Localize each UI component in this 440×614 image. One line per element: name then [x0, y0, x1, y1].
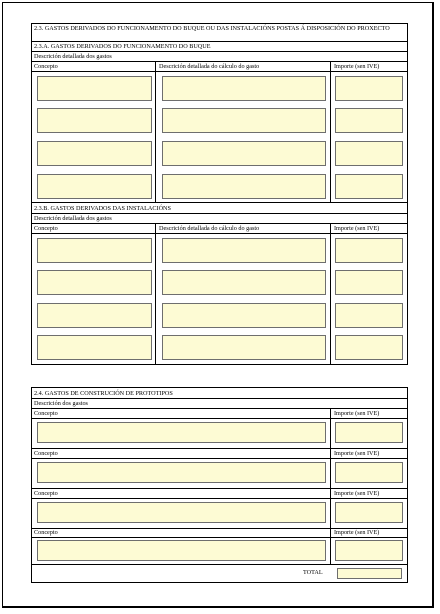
concept-field[interactable]: [37, 76, 152, 101]
amount-field[interactable]: [335, 76, 403, 101]
row-concept-label: Concepto: [34, 490, 58, 497]
concept-field[interactable]: [37, 335, 152, 360]
divider: [32, 408, 407, 409]
col-concept-header: Concepto: [34, 63, 58, 70]
col-divider: [155, 61, 156, 202]
row-amount-label: Importe (sen IVE): [334, 450, 380, 457]
col-divider: [155, 223, 156, 364]
amount-field[interactable]: [335, 462, 403, 483]
divider: [32, 213, 407, 214]
detail-field[interactable]: [162, 335, 326, 360]
row-concept-label: Concepto: [34, 529, 58, 536]
divider: [32, 51, 407, 52]
divider: [32, 418, 407, 419]
amount-field[interactable]: [335, 303, 403, 328]
divider: [32, 537, 407, 538]
divider: [32, 488, 407, 489]
concept-field[interactable]: [37, 174, 152, 199]
col-divider: [330, 528, 331, 564]
row-amount-label: Importe (sen IVE): [334, 410, 380, 417]
amount-field[interactable]: [335, 422, 403, 443]
amount-field[interactable]: [335, 335, 403, 360]
amount-field[interactable]: [335, 270, 403, 295]
section-2-3b-title: 2.3.B. GASTOS DERIVADOS DAS INSTALACIÓNS: [34, 205, 171, 212]
concept-field[interactable]: [37, 141, 152, 166]
col-divider: [330, 448, 331, 488]
concept-field[interactable]: [37, 238, 152, 263]
detail-field[interactable]: [162, 141, 326, 166]
concept-field[interactable]: [37, 422, 326, 443]
col-amount-header: Importe (sen IVE): [334, 63, 380, 70]
concept-field[interactable]: [37, 303, 152, 328]
detail-field[interactable]: [162, 108, 326, 133]
detail-field[interactable]: [162, 76, 326, 101]
detail-field[interactable]: [162, 174, 326, 199]
amount-field[interactable]: [335, 238, 403, 263]
divider: [32, 41, 407, 42]
amount-field[interactable]: [335, 540, 403, 561]
section-2-3a-description-label: Descrición detallada dos gastos: [34, 53, 112, 60]
col-amount-header: Importe (sen IVE): [334, 225, 380, 232]
concept-field[interactable]: [37, 540, 326, 561]
section-2-3-title: 2.3. GASTOS DERIVADOS DO FUNCIONAMENTO DO BUQUE OU DAS INSTALACIÓNS POSTAS Á DISPOSICIÓN DO PROXECTO: [34, 25, 390, 32]
total-label: TOTAL: [303, 569, 323, 576]
detail-field[interactable]: [162, 238, 326, 263]
section-2-3a-title: 2.3.A. GASTOS DERIVADOS DO FUNCIONAMENTO DO BUQUE: [34, 43, 211, 50]
col-detail-header: Descrición detallada do cálculo do gasto: [159, 225, 260, 232]
detail-field[interactable]: [162, 303, 326, 328]
col-divider: [330, 408, 331, 448]
divider: [32, 233, 407, 234]
concept-field[interactable]: [37, 108, 152, 133]
divider: [32, 564, 407, 565]
divider: [32, 61, 407, 62]
concept-field[interactable]: [37, 270, 152, 295]
col-detail-header: Descrición detallada do cálculo do gasto: [159, 63, 260, 70]
divider: [32, 448, 407, 449]
row-amount-label: Importe (sen IVE): [334, 529, 380, 536]
row-amount-label: Importe (sen IVE): [334, 490, 380, 497]
divider: [32, 458, 407, 459]
section-2-4: [31, 387, 408, 583]
divider: [32, 223, 407, 224]
col-divider: [330, 61, 331, 202]
row-concept-label: Concepto: [34, 450, 58, 457]
detail-field[interactable]: [162, 270, 326, 295]
section-2-4-title: 2.4. GASTOS DE CONSTRUCIÓN DE PROTOTIPOS: [34, 390, 173, 397]
amount-field[interactable]: [335, 502, 403, 523]
concept-field[interactable]: [37, 462, 326, 483]
col-divider: [330, 488, 331, 528]
amount-field[interactable]: [335, 174, 403, 199]
section-2-3b-description-label: Descrición detallada dos gastos: [34, 215, 112, 222]
amount-field[interactable]: [335, 108, 403, 133]
section-2-3: [31, 23, 408, 365]
total-amount-field[interactable]: [337, 568, 402, 579]
amount-field[interactable]: [335, 141, 403, 166]
divider: [32, 398, 407, 399]
col-divider: [330, 223, 331, 364]
concept-field[interactable]: [37, 502, 326, 523]
col-concept-header: Concepto: [34, 225, 58, 232]
divider: [32, 202, 407, 203]
divider: [32, 71, 407, 72]
divider: [32, 498, 407, 499]
row-concept-label: Concepto: [34, 410, 58, 417]
section-2-4-description-label: Descrición dos gastos: [34, 400, 88, 407]
